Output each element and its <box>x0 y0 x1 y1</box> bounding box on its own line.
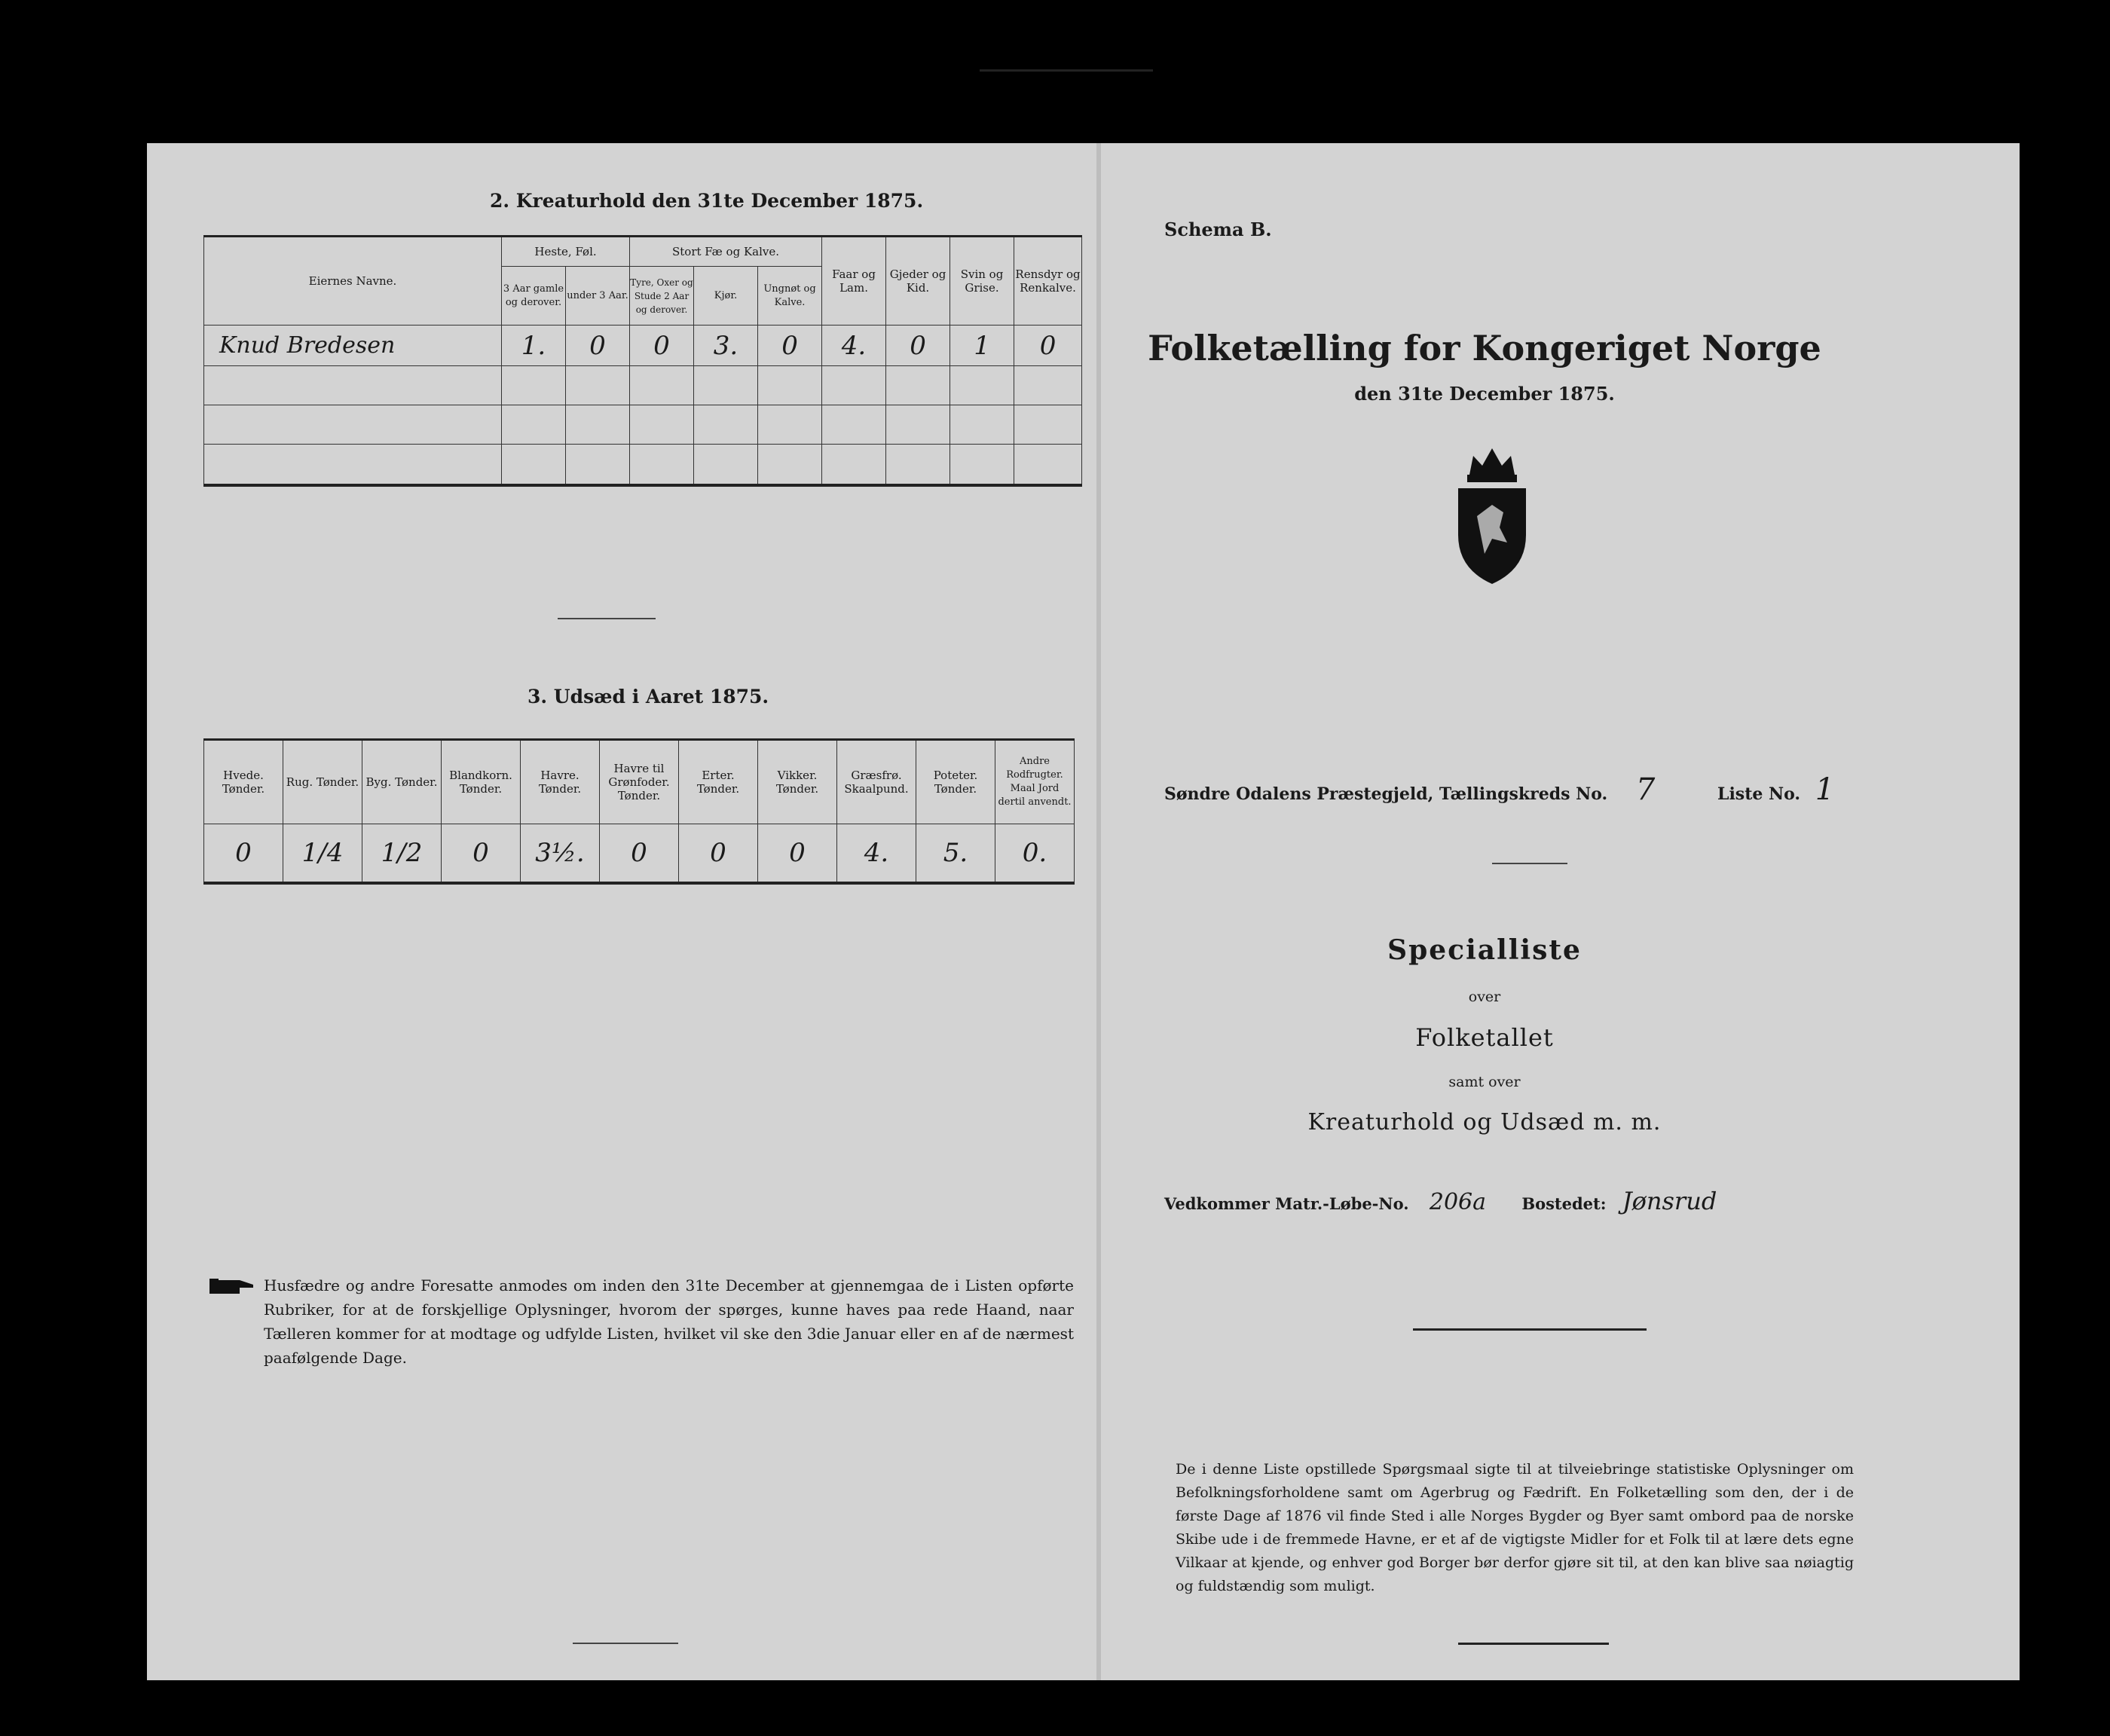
grass-seed-cell: 4. <box>837 824 916 883</box>
census-date: den 31te December 1875. <box>1354 383 1615 405</box>
calves-header: Ungnøt og Kalve. <box>758 267 822 326</box>
other-roots-header: Andre Rodfrugter. Maal Jord dertil anvendt. <box>995 740 1075 824</box>
pointing-hand-icon <box>209 1276 255 1298</box>
sheep-cell: 4. <box>822 326 886 366</box>
goats-header: Gjeder og Kid. <box>886 237 950 326</box>
peas-header: Erter. Tønder. <box>679 740 758 824</box>
schema-label: Schema B. <box>1164 219 1272 240</box>
barley-header: Byg. Tønder. <box>362 740 442 824</box>
table-row <box>204 824 1075 883</box>
separator-line <box>558 618 656 619</box>
grass-seed-header: Græsfrø. Skaalpund. <box>837 740 916 824</box>
pigs-header: Svin og Grise. <box>950 237 1014 326</box>
potatoes-cell: 5. <box>916 824 995 883</box>
bulls-header: Tyre, Oxer og Stude 2 Aar og derover. <box>630 267 694 326</box>
samt-over-text: samt over <box>1448 1074 1521 1090</box>
matr-label: Vedkommer Matr.-Løbe-No. <box>1164 1194 1409 1213</box>
horses-old-header: 3 Aar gamle og derover. <box>502 267 566 326</box>
owner-name-header: Eiernes Navne. <box>204 237 502 326</box>
barley-cell: 1/2 <box>362 824 442 883</box>
folketallet-text: Folketallet <box>1415 1023 1554 1052</box>
horses-group-header: Heste, Føl. <box>502 237 630 267</box>
matr-line <box>1164 1187 1717 1215</box>
oats-cell: 3½. <box>521 824 600 883</box>
table-row <box>204 405 1082 445</box>
green-fodder-oats-cell: 0 <box>600 824 679 883</box>
separator-line <box>1492 863 1567 864</box>
bosted-value: Jønsrud <box>1622 1187 1717 1215</box>
info-paragraph: De i denne Liste opstillede Spørgsmaal sigte til at tilveiebringe statistiske Oplysninger om Befolkningsforholdene samt om Agerbrug og Fædrift. En Folketælling som den, der i de første Dage af 1876 vil finde Sted i alle Norges Bygder og Byer samt ombord paa de norske Skibe ude i de fremmede Havne, er et af de vigtigste Midler for et Folk til at lære dets egne Vilkaar at kjende, og enhver god Borger bør derfor gjøre sit til, at den kan blive saa nøiagtig og fuldstændig som muligt. <box>1176 1461 1854 1594</box>
livestock-table <box>203 235 1082 487</box>
horses-young-header: under 3 Aar. <box>566 267 630 326</box>
cattle-group-header: Stort Fæ og Kalve. <box>630 237 822 267</box>
separator-line <box>1413 1328 1647 1331</box>
rye-cell: 1/4 <box>283 824 362 883</box>
separator-line <box>573 1643 678 1644</box>
goats-cell: 0 <box>886 326 950 366</box>
parish-label: Søndre Odalens Præstegjeld, Tællingskreds No. <box>1164 784 1608 804</box>
cows-cell: 3. <box>694 326 758 366</box>
vetch-cell: 0 <box>758 824 837 883</box>
cows-header: Kjør. <box>694 267 758 326</box>
right-page <box>1108 143 2020 1680</box>
sowing-table <box>203 738 1075 885</box>
reindeer-header: Rensdyr og Renkalve. <box>1014 237 1082 326</box>
specialliste-title: Specialliste <box>1387 934 1582 966</box>
bosted-label: Bostedet: <box>1521 1194 1607 1213</box>
wheat-header: Hvede. Tønder. <box>204 740 283 824</box>
census-title: Folketælling for Kongeriget Norge <box>1148 328 1821 368</box>
sheep-header: Faar og Lam. <box>822 237 886 326</box>
scan-mark-line <box>980 69 1153 72</box>
over-text: over <box>1468 989 1501 1005</box>
kreaturhold-text: Kreaturhold og Udsæd m. m. <box>1307 1109 1662 1135</box>
vetch-header: Vikker. Tønder. <box>758 740 837 824</box>
left-page <box>173 143 1108 1680</box>
table-row <box>204 445 1082 485</box>
horses-young-cell: 0 <box>566 326 630 366</box>
sowing-section-title: 3. Udsæd i Aaret 1875. <box>528 686 769 708</box>
parish-line <box>1164 772 1834 807</box>
page-fold <box>1096 143 1101 1680</box>
wheat-cell: 0 <box>204 824 283 883</box>
potatoes-header: Poteter. Tønder. <box>916 740 995 824</box>
calves-cell: 0 <box>758 326 822 366</box>
separator-line <box>1458 1643 1609 1645</box>
reindeer-cell: 0 <box>1014 326 1082 366</box>
matr-number: 206a <box>1429 1189 1487 1215</box>
mixed-grain-header: Blandkorn. Tønder. <box>442 740 521 824</box>
table-row <box>204 326 1082 366</box>
owner-name-cell: Knud Bredesen <box>204 326 502 366</box>
coat-of-arms-icon <box>1451 445 1534 588</box>
livestock-section-title: 2. Kreaturhold den 31te December 1875. <box>490 190 924 212</box>
list-label: Liste No. <box>1717 784 1801 804</box>
rye-header: Rug. Tønder. <box>283 740 362 824</box>
oats-header: Havre. Tønder. <box>521 740 600 824</box>
peas-cell: 0 <box>679 824 758 883</box>
bulls-cell: 0 <box>630 326 694 366</box>
district-number: 7 <box>1635 772 1656 807</box>
table-row <box>204 366 1082 405</box>
horses-old-cell: 1. <box>502 326 566 366</box>
list-number: 1 <box>1815 772 1835 807</box>
pigs-cell: 1 <box>950 326 1014 366</box>
other-roots-cell: 0. <box>995 824 1075 883</box>
green-fodder-oats-header: Havre til Grønfoder. Tønder. <box>600 740 679 824</box>
instruction-note: Husfædre og andre Foresatte anmodes om inden den 31te December at gjennemgaa de i Listen opførte Rubriker, for at de forskjellige Oplysninger, hvorom der spørges, kunne haves paa rede Haand, naar Tælleren kommer for at modtage og udfylde Listen, hvilket vil ske den 3die Januar eller en af de nærmest paafølgende Dage. <box>264 1276 1074 1367</box>
census-form-sheet <box>147 143 2020 1680</box>
mixed-grain-cell: 0 <box>442 824 521 883</box>
